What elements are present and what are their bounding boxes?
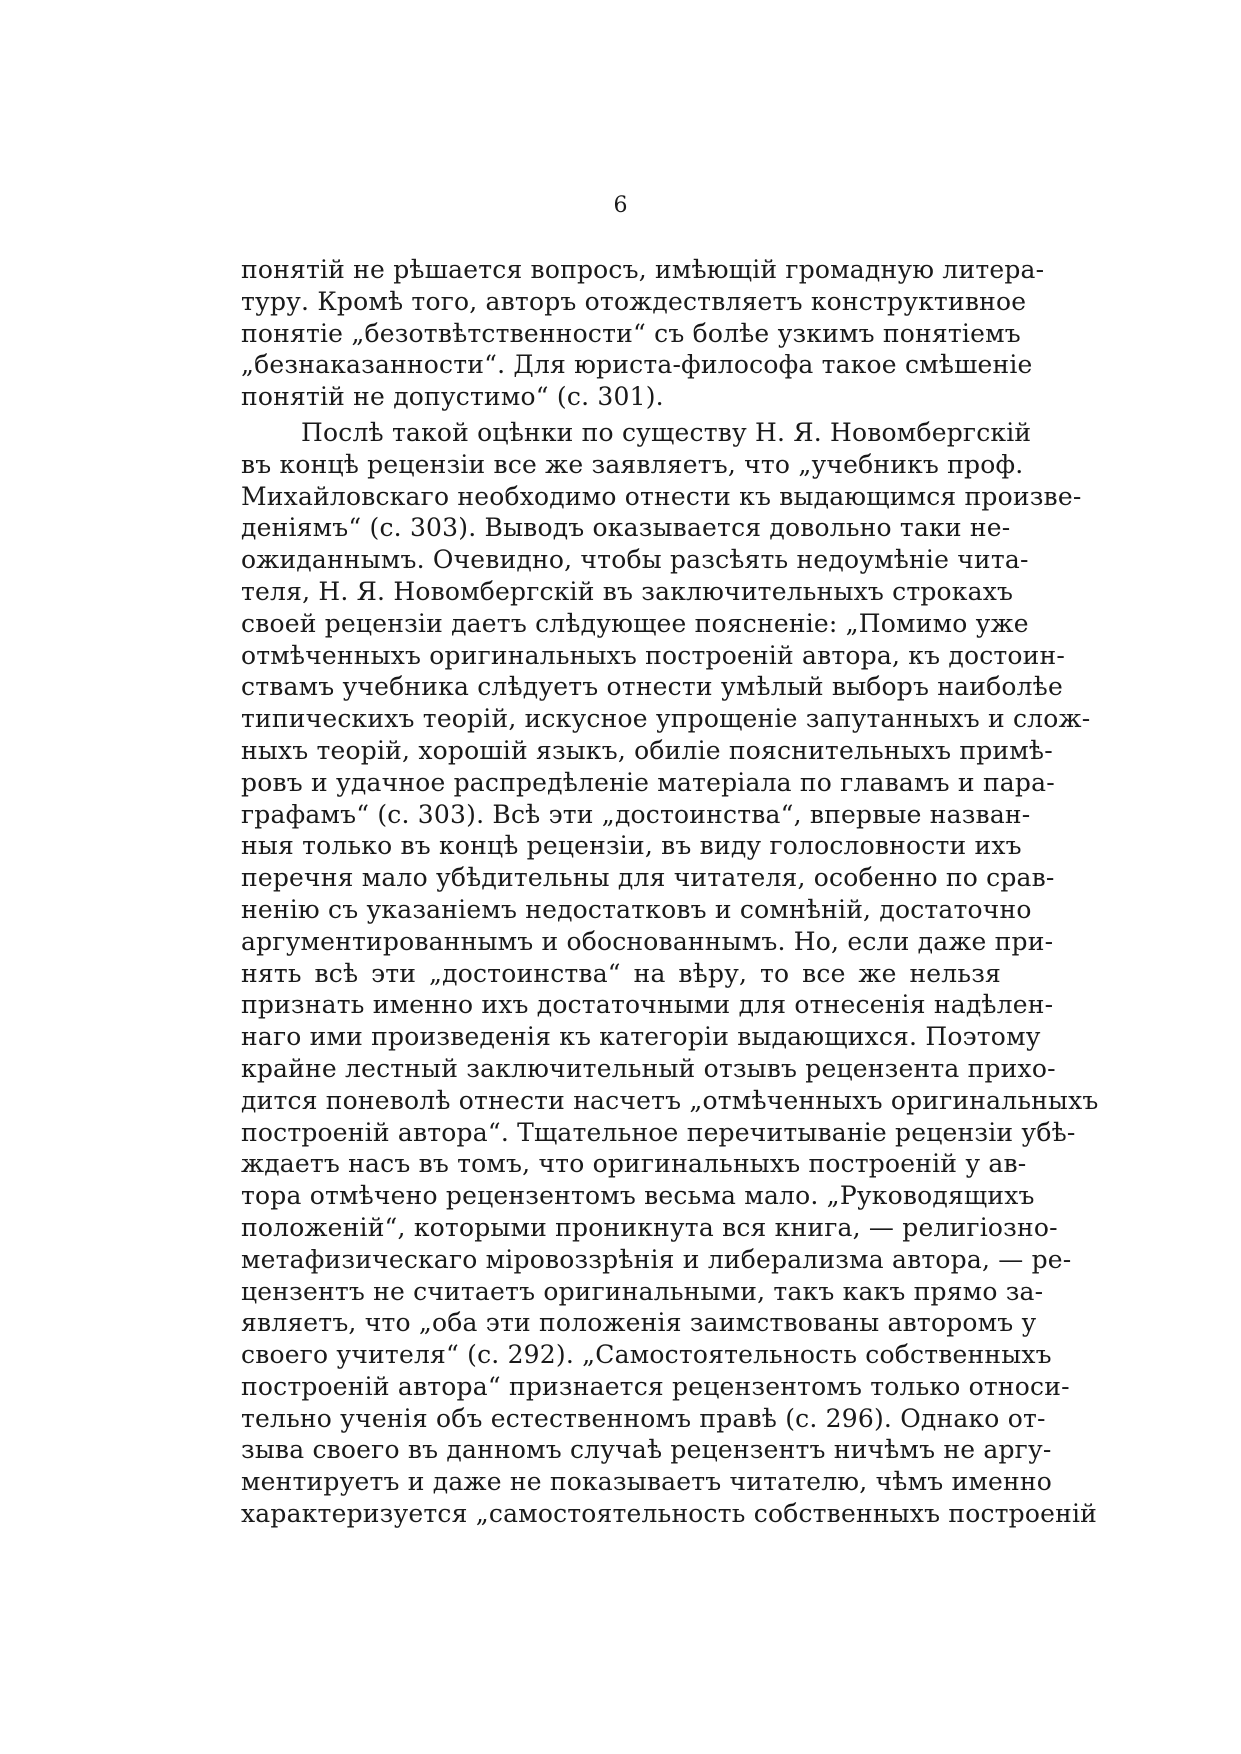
text-line: ствамъ учебника слѣдуетъ отнести умѣлый выборъ наиболѣе <box>241 672 1063 702</box>
text-line: характеризуется „самостоятельность собственныхъ построеній <box>241 1499 1098 1529</box>
text-line: тора отмѣчено рецензентомъ весьма мало. „Руководящихъ <box>241 1181 1035 1211</box>
text-line: положеній“, которыми проникнута вся книга, — религіозно- <box>241 1212 1058 1242</box>
body-text <box>241 254 1099 1530</box>
text-line: понятій не допустимо“ (с. 301). <box>241 382 664 412</box>
text-line: своего учителя“ (с. 292). „Самостоятельность собственныхъ <box>241 1340 1052 1370</box>
text-line: ментируетъ и даже не показываетъ читателю, чѣмъ именно <box>241 1467 1052 1497</box>
text-line: въ концѣ рецензіи все же заявляетъ, что „учебникъ проф. <box>241 449 1024 479</box>
text-line: аргументированнымъ и обоснованнымъ. Но, если даже при- <box>241 926 1054 956</box>
text-line: метафизическаго міровоззрѣнія и либерализма автора, — ре- <box>241 1244 1072 1274</box>
text-line: туру. Кромѣ того, авторъ отождествляетъ конструктивное <box>241 286 1027 316</box>
text-line: наго ими произведенія къ категоріи выдающихся. Поэтому <box>241 1022 1041 1052</box>
text-line: понятій не рѣшается вопросъ, имѣющій громадную литера- <box>241 255 1045 284</box>
text-line: ждаетъ насъ въ томъ, что оригинальныхъ построеній у ав- <box>241 1149 1027 1179</box>
text-line: ровъ и удачное распредѣленіе матеріала по главамъ и пара- <box>241 767 1055 797</box>
text-line: понятіе „безотвѣтственности“ съ болѣе узкимъ понятіемъ <box>241 318 1021 348</box>
text-line: нять всѣ эти „достоинства“ на вѣру, то все же нельзя <box>241 958 1001 988</box>
text-line: ненію съ указаніемъ недостатковъ и сомнѣній, достаточно <box>241 894 1032 924</box>
text-line: ныхъ теорій, хорошій языкъ, обиліе пояснительныхъ примѣ- <box>241 735 1053 765</box>
text-line: своей рецензіи даетъ слѣдующее поясненіе: „Помимо уже <box>241 608 1029 638</box>
text-line: типическихъ теорій, искусное упрощеніе запутанныхъ и слож- <box>241 704 1091 734</box>
text-line: отмѣченныхъ оригинальныхъ построеній автора, къ достоин- <box>241 640 1066 670</box>
text-line: крайне лестный заключительный отзывъ рецензента прихо- <box>241 1053 1056 1083</box>
text-line: цензентъ не считаетъ оригинальными, такъ какъ прямо за- <box>241 1276 1044 1306</box>
text-line: перечня мало убѣдительны для читателя, особенно по срав- <box>241 863 1055 893</box>
page-number: 6 <box>613 193 628 218</box>
text-line: тельно ученія объ естественномъ правѣ (с. 296). Однако от- <box>241 1403 1046 1433</box>
text-line: являетъ, что „оба эти положенія заимствованы авторомъ у <box>241 1308 1037 1338</box>
text-line: дится поневолѣ отнести насчетъ „отмѣченныхъ оригинальныхъ <box>241 1085 1099 1115</box>
text-line: графамъ“ (с. 303). Всѣ эти „достоинства“, впервые назван- <box>241 799 1031 829</box>
text-line: ожиданнымъ. Очевидно, чтобы разсѣять недоумѣніе чита- <box>241 545 1029 575</box>
text-line: теля, Н. Я. Новомбергскій въ заключительныхъ строкахъ <box>241 576 1014 606</box>
text-line: зыва своего въ данномъ случаѣ рецензентъ ничѣмъ не аргу- <box>241 1435 1052 1465</box>
text-line: построеній автора“. Тщательное перечитываніе рецензіи убѣ- <box>241 1117 1076 1147</box>
text-line: признать именно ихъ достаточными для отнесенія надѣлен- <box>241 990 1054 1020</box>
text-line: „безнаказанности“. Для юриста-философа такое смѣшеніе <box>241 350 1033 380</box>
text-line: Михайловскаго необходимо отнести къ выдающимся произве- <box>241 481 1082 511</box>
text-line: Послѣ такой оцѣнки по существу Н. Я. Новомбергскій <box>301 417 1032 447</box>
text-line: деніямъ“ (с. 303). Выводъ оказывается довольно таки не- <box>241 513 1011 543</box>
text-line: построеній автора“ признается рецензентомъ только относи- <box>241 1371 1070 1401</box>
text-line: ныя только въ концѣ рецензіи, въ виду голословности ихъ <box>241 831 1022 861</box>
